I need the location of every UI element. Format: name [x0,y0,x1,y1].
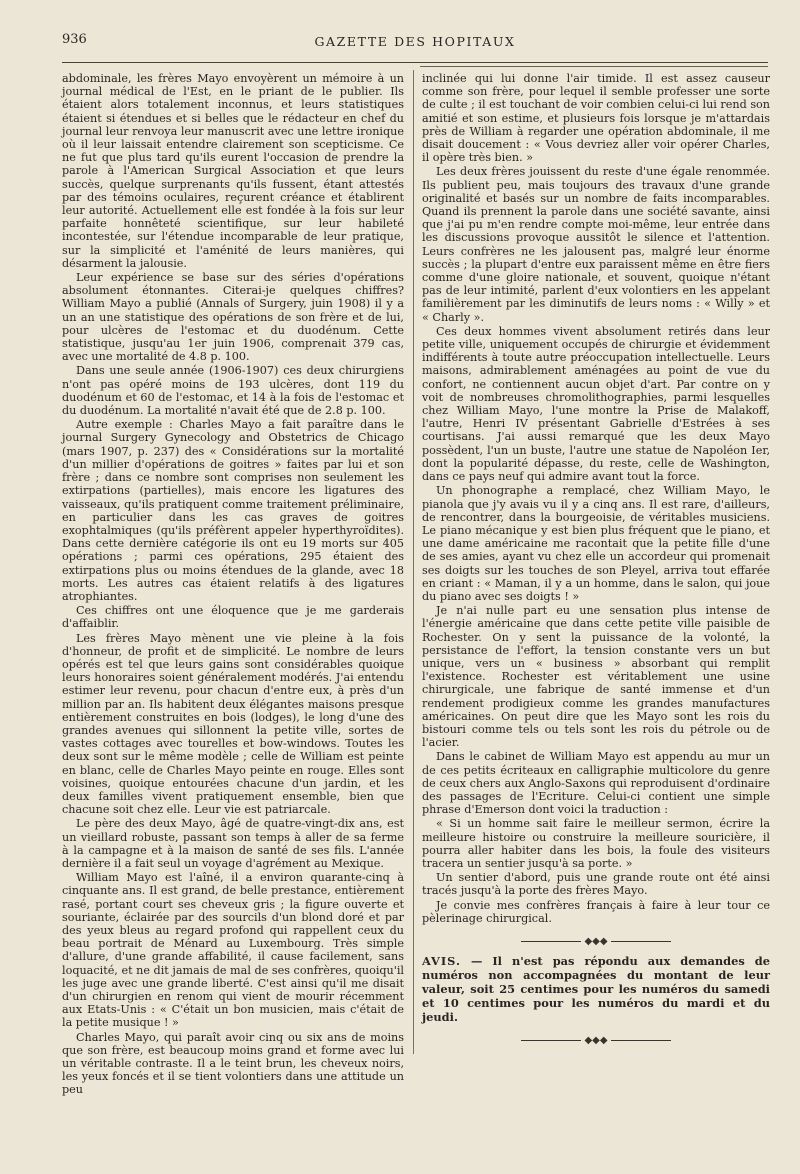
notice-label: AVIS. [422,954,461,969]
notice [422,954,770,1024]
paragraph: Un phonographe a remplacé, chez William Mayo, le pianola que j'y avais vu il y a cinq ans. Il est rare, d'ailleurs, de rencontrer, dans la bourgeoisie, de véritables musiciens. Le piano mécanique y est bien plus fréquent que le piano, et une dame américaine me racontait que la petite fille d'une de ses amies, ayant vu chez elle un accordeur qui promenait ses doigts sur les touches de son Pleyel, arriva tout effarée en criant : « Maman, il y a un homme, dans le salon, qui joue du piano avec ses doigts ! » [422,484,770,603]
closing-ornament: ◆◆◆ [422,1034,770,1047]
paragraph: Ces chiffres ont une éloquence que je me garderais d'affaiblir. [62,604,404,631]
paragraph: inclinée qui lui donne l'air timide. Il est assez causeur comme son frère, pour lequel il semble professer une sorte de culte ; il est touchant de voir combien celui-ci lui rend son amitié et son estime, et plusieurs fois lorsque je m'attardais près de William à regarder une opération abdominale, il me disait doucement : « Vous devriez aller voir opérer Charles, il opère très bien. » [422,72,770,165]
paragraph: Les deux frères jouissent du reste d'une égale renommée. Ils publient peu, mais toujours des travaux d'une grande originalité et basés sur un nombre de faits incomparables. Quand ils prennent la parole dans une société savante, ainsi que j'ai pu m'en rendre compte moi-même, leur entrée dans les discussions provoque aussitôt le silence et l'attention. Leurs confrères ne les jalousent pas, malgré leur énorme succès ; la plupart d'entre eux paraissent même en être fiers comme d'une gloire nationale, et souvent, quoique n'étant pas de leur intimité, parlent d'eux volontiers en les appelant familièrement par les diminutifs de leurs noms : « Willy » et « Charly ». [422,165,770,324]
page-number: 936 [62,32,87,47]
left-column [62,72,404,1098]
paragraph: William Mayo est l'aîné, il a environ quarante-cinq à cinquante ans. Il est grand, de belle prestance, entièrement rasé, portant court ses cheveux gris ; la figure ouverte et souriante, éclairée par des sourcils d'un blond doré et par des yeux bleus au regard profond qui rappellent ceux du beau portrait de Ménard au Luxembourg. Très simple d'allure, d'une grande affabilité, il cause facilement, sans loquacité, et ne dit jamais de mal de ses confrères, quoiqu'il les juge avec une grande liberté. C'est ainsi qu'il me disait d'un chirurgien en renom qui vient de mourir récemment aux Etats-Unis : « C'était un bon musicien, mais c'était de la petite musique ! » [62,871,404,1030]
paragraph: abdominale, les frères Mayo envoyèrent un mémoire à un journal médical de l'Est, en le priant de le publier. Ils étaient alors totalement inconnus, et leurs statistiques étaient si étendues et si belles que le rédacteur en chef du journal leur renvoya leur manuscrit avec une lettre ironique où il leur laissait entendre clairement son scepticisme. Ce ne fut que plus tard qu'ils eurent l'occasion de prendre la parole à l'American Surgical Association et que leurs succès, quelque surprenants qu'ils fussent, étant attestés par des témoins oculaires, reçurent créance et établirent leur autorité. Actuellement elle est fondée à la fois sur leur parfaite honnêteté scientifique, sur leur habileté incontestée, sur l'étendue incomparable de leur pratique, sur la simplicité et l'aménité de leurs manières, qui désarment la jalousie. [62,72,404,270]
paragraph: Je convie mes confrères français à faire à leur tour ce pèlerinage chirurgical. [422,898,770,925]
paragraph: Le père des deux Mayo, âgé de quatre-vingt-dix ans, est un vieillard robuste, passant son temps à aller de sa ferme à la campagne et à la maison de santé de ses fils. L'année dernière il a fait seul un voyage d'agrément au Mexique. [62,817,404,870]
paragraph: Ces deux hommes vivent absolument retirés dans leur petite ville, uniquement occupés de chirurgie et évidemment indifférents à toute autre préoccupation intellectuelle. Leurs maisons, admirablement aménagées au point de vue du confort, ne contiennent aucun objet d'art. Par contre on y voit de nombreuses chromolithographies, parmi lesquelles chez William Mayo, l'une montre la Prise de Malakoff, l'autre, Henri IV présentant Gabrielle d'Estrées à ses courtisans. J'ai aussi remarqué que les deux Mayo possèdent, l'un un buste, l'autre une statue de Napoléon Ier, dont la popularité dépasse, du reste, celle de Washington, dans ce pays neuf qui admire avant tout la force. [422,324,770,484]
paragraph: Dans le cabinet de William Mayo est appendu au mur un de ces petits écriteaux en calligraphie multicolore du genre de ceux chers aux Anglo-Saxons qui reproduisent d'ordinaire des passages de l'Ecriture. Celui-ci contient une simple phrase d'Emerson dont voici la traduction : [422,750,770,817]
notice-text: — Il n'est pas répondu aux demandes de numéros non accompagnées du montant de leur valeur, soit 25 centimes pour les numéros du samedi et 10 centimes pour les numéros du mardi et du jeudi. [422,954,770,1025]
right-column [422,72,770,1053]
paragraph: Autre exemple : Charles Mayo a fait paraître dans le journal Surgery Gynecology and Obstetrics de Chicago (mars 1907, p. 237) des « Considérations sur la mortalité d'un millier d'opérations de goitres » faites par lui et son frère ; dans ce nombre sont comprises non seulement les extirpations (partielles), mais encore les ligatures des vaisseaux, qu'ils pratiquent comme traitement préliminaire, en particulier dans les cas graves de goitres exophtalmiques (qu'ils préfèrent appeler hyperthyroïdites). Dans cette dernière catégorie ils ont eu 19 morts sur 405 opérations ; parmi ces opérations, 295 étaient des extirpations plus ou moins étendues de la glande, avec 18 morts. Les autres cas étaient relatifs à des ligatures atrophiantes. [62,418,404,603]
separator-ornament: ◆◆◆ [422,935,770,948]
paragraph: Un sentier d'abord, puis une grande route ont été ainsi tracés jusqu'à la porte des frères Mayo. [422,871,770,898]
page-header [62,26,768,56]
paragraph: Je n'ai nulle part eu une sensation plus intense de l'énergie américaine que dans cette petite ville paisible de Rochester. On y sent la puissance de la volonté, la persistance de l'effort, la tension constante vers un but unique, vers un « business » absorbant qui remplit l'existence. Rochester est véritablement une usine chirurgicale, une fabrique de santé immense et d'un rendement prodigieux comme les grandes manufactures américaines. On peut dire que les Mayo sont les rois du bistouri comme tels ou tels sont les rois du pétrole ou de l'acier. [422,604,770,750]
paragraph: Dans une seule année (1906-1907) ces deux chirurgiens n'ont pas opéré moins de 193 ulcères, dont 119 du duodénum et 60 de l'estomac, et 14 à la fois de l'estomac et du duodénum. La mortalité n'avait été que de 2.8 p. 100. [62,364,404,418]
header-rule [62,62,768,63]
paragraph: « Si un homme sait faire le meilleur sermon, écrire la meilleure histoire ou construire la meilleure souricière, il pourra aller habiter dans les bois, la foule des visiteurs tracera un sentier jusqu'à sa porte. » [422,817,770,870]
right-column-paragraphs [422,72,770,925]
paragraph: Charles Mayo, qui paraît avoir cinq ou six ans de moins que son frère, est beaucoup moins grand et forme avec lui un véritable contraste. Il a le teint brun, les cheveux noirs, les yeux foncés et il se tient volontiers dans une attitude un peu [62,1030,404,1097]
header-rule-secondary [420,66,768,67]
paragraph: Leur expérience se base sur des séries d'opérations absolument étonnantes. Citerai-je quelques chiffres? William Mayo a publié (Annals of Surgery, juin 1908) il y a un an une statistique des opérations de son frère et de lui, pour ulcères de l'estomac et du duodénum. Cette statistique, jusqu'au 1er juin 1906, comprenait 379 cas, avec une mortalité de 4.8 p. 100. [62,271,404,364]
paragraph: Les frères Mayo mènent une vie pleine à la fois d'honneur, de profit et de simplicité. Le nombre de leurs opérés est tel que leurs gains sont considérables quoique leurs honoraires soient généralement modérés. J'ai entendu estimer leur revenu, pour chacun d'entre eux, à près d'un million par an. Ils habitent deux élégantes maisons presque entièrement construites en bois (lodges), le long d'une des grandes avenues qui sillonnent la petite ville, sortes de vastes cottages avec tourelles et bow-windows. Toutes les deux sont sur le même modèle ; celle de William est peinte en blanc, celle de Charles Mayo peinte en rouge. Elles sont voisines, quoique entourées chacune d'un jardin, et les deux familles vivent pratiquement ensemble, bien que chacune soit chez elle. Leur vie est patriarcale. [62,631,404,817]
journal-title: GAZETTE DES HOPITAUX [314,34,516,49]
column-divider [413,70,414,1054]
